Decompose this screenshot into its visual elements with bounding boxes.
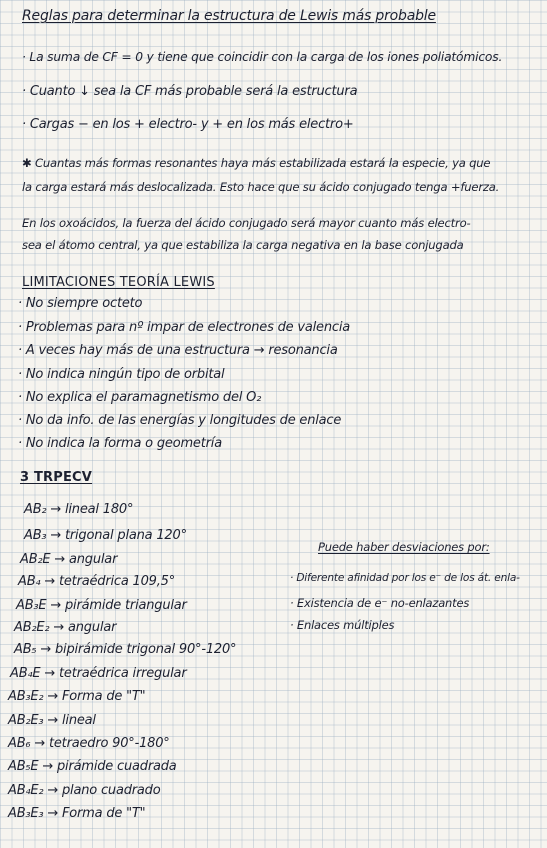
rule-item: · Cuanto ↓ sea la CF más probable será la estructura [22, 84, 358, 99]
geometry-item: AB₄ → tetraédrica 109,5° [18, 574, 176, 589]
limitation-item: · No siempre octeto [18, 296, 143, 311]
geometry-item: AB₄E → tetraédrica irregular [10, 666, 187, 681]
page-title: Reglas para determinar la estructura de Lewis más probable [22, 8, 436, 24]
limitation-item: · Problemas para nº impar de electrones de valencia [18, 320, 351, 335]
geometry-item: AB₄E₂ → plano cuadrado [8, 783, 161, 798]
limitation-item: · No da info. de las energías y longitudes de enlace [18, 413, 342, 428]
deviation-item: · Diferente afinidad por los e⁻ de los át. enla- [290, 572, 520, 584]
geometry-item: AB₃E → pirámide triangular [16, 598, 187, 613]
geometry-item: AB₆ → tetraedro 90°-180° [8, 736, 170, 751]
limitation-item: · No indica ningún tipo de orbital [18, 367, 225, 382]
rule-item: · Cargas − en los + electro- y + en los más electro+ [22, 117, 354, 132]
limitation-item: · No explica el paramagnetismo del O₂ [18, 390, 262, 405]
deviations-heading: Puede haber desviaciones por: [318, 540, 490, 554]
deviation-item: · Existencia de e⁻ no-enlazantes [290, 596, 470, 610]
limitation-item: · No indica la forma o geometría [18, 436, 222, 451]
note-line: En los oxoácidos, la fuerza del ácido conjugado será mayor cuanto más electro- [22, 216, 471, 230]
trpecv-heading: 3 TRPECV [20, 470, 93, 485]
geometry-item: AB₅ → bipirámide trigonal 90°-120° [14, 642, 237, 657]
geometry-item: AB₂E₂ → angular [14, 620, 117, 635]
note-line: sea el átomo central, ya que estabiliza la carga negativa en la base conjugada [22, 238, 464, 252]
limitations-heading: LIMITACIONES TEORÍA LEWIS [22, 275, 215, 290]
geometry-item: AB₃E₃ → Forma de "T" [8, 806, 146, 821]
geometry-item: AB₃E₂ → Forma de "T" [8, 689, 146, 704]
geometry-item: AB₅E → pirámide cuadrada [8, 759, 177, 774]
geometry-item: AB₃ → trigonal plana 120° [24, 528, 187, 543]
note-line: ✱ Cuantas más formas resonantes haya más estabilizada estará la especie, ya que [22, 156, 491, 170]
note-line: la carga estará más deslocalizada. Esto hace que su ácido conjugado tenga +fuerza. [22, 180, 500, 194]
rule-item: · La suma de CF = 0 y tiene que coincidir con la carga de los iones poliatómicos. [22, 50, 503, 64]
geometry-item: AB₂ → lineal 180° [24, 502, 134, 517]
geometry-item: AB₂E → angular [20, 552, 118, 567]
limitation-item: · A veces hay más de una estructura → resonancia [18, 343, 338, 358]
geometry-item: AB₂E₃ → lineal [8, 713, 96, 728]
deviation-item: · Enlaces múltiples [290, 618, 395, 632]
